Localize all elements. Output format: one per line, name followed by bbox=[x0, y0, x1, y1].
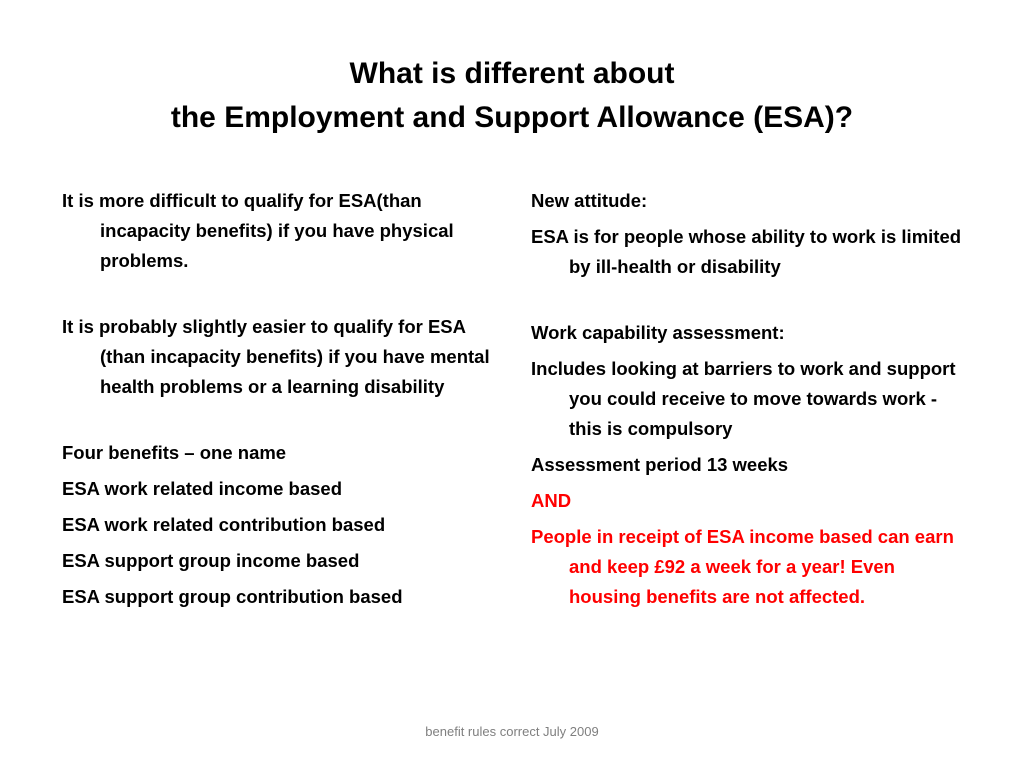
paragraph-gap bbox=[62, 408, 492, 438]
left-item-work-related-income: ESA work related income based bbox=[62, 478, 342, 499]
paragraph-gap bbox=[62, 282, 492, 312]
right-heading-new-attitude: New attitude: bbox=[531, 190, 648, 211]
right-paragraph-esa-purpose: ESA is for people whose ability to work is limited by ill-health or disability bbox=[531, 226, 962, 277]
left-item-work-related-contribution: ESA work related contribution based bbox=[62, 514, 386, 535]
right-paragraph-assessment-period: Assessment period 13 weeks bbox=[531, 454, 789, 475]
right-paragraph-barriers: Includes looking at barriers to work and support you could receive to move towards work - this is compulsory bbox=[531, 358, 956, 439]
right-column bbox=[531, 186, 963, 618]
right-paragraph-earnings: People in receipt of ESA income based can earn and keep £92 a week for a year! Even housing benefits are not affected. bbox=[531, 526, 954, 607]
title-line-2: the Employment and Support Allowance (ESA)? bbox=[170, 101, 854, 134]
right-heading-work-capability: Work capability assessment: bbox=[531, 322, 785, 343]
left-item-support-contribution: ESA support group contribution based bbox=[62, 586, 403, 607]
left-paragraph-physical: It is more difficult to qualify for ESA(than incapacity benefits) if you have physical problems. bbox=[62, 190, 454, 271]
left-item-support-income: ESA support group income based bbox=[62, 550, 360, 571]
slide-title bbox=[60, 52, 964, 140]
left-paragraph-four-benefits: Four benefits – one name bbox=[62, 442, 287, 463]
paragraph-gap bbox=[531, 288, 963, 318]
title-line-1: What is different about bbox=[349, 57, 675, 90]
left-paragraph-mental-health: It is probably slightly easier to qualify for ESA (than incapacity benefits) if you have mental health problems or a learning disability bbox=[62, 316, 490, 397]
right-and-highlight: AND bbox=[531, 490, 572, 511]
left-column bbox=[62, 186, 492, 618]
slide-footer: benefit rules correct July 2009 bbox=[425, 724, 599, 739]
